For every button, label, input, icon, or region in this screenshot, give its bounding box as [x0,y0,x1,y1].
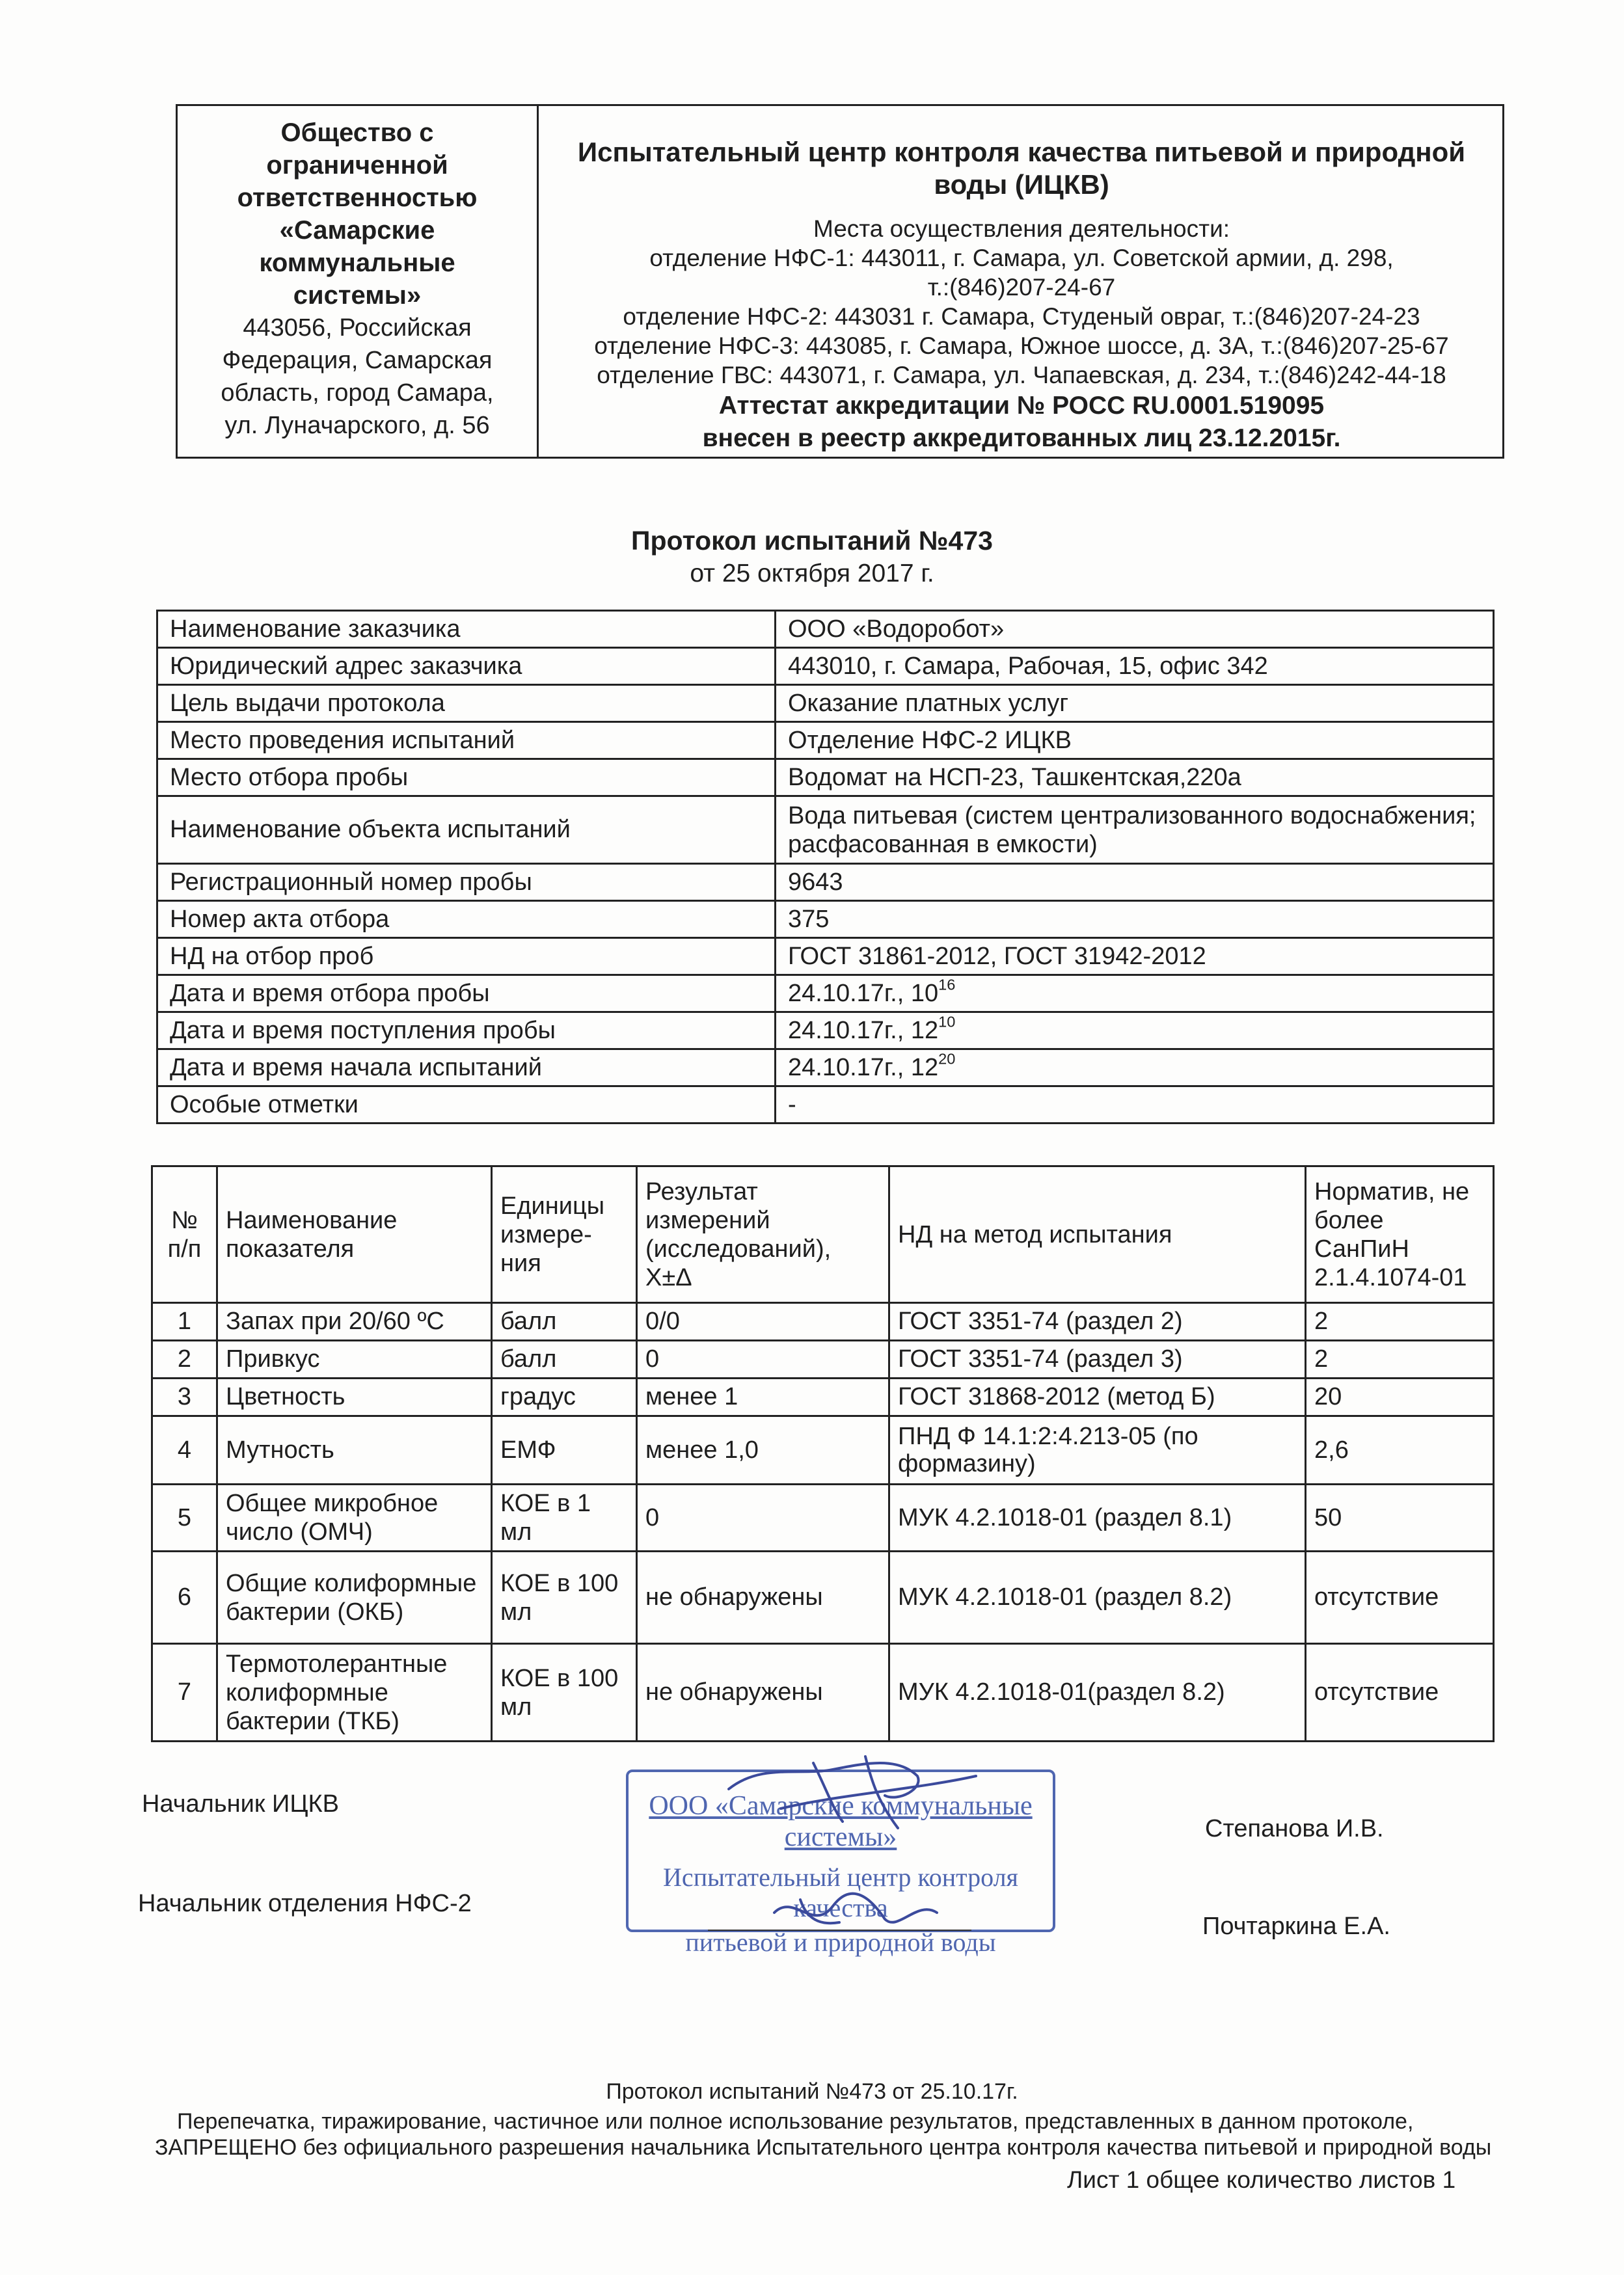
row-number: 3 [152,1379,217,1416]
info-label: НД на отбор проб [157,938,776,975]
protocol-date: от 25 октября 2017 г. [690,559,934,587]
test-method: ГОСТ 31868-2012 (метод Б) [889,1379,1306,1416]
accreditation-certificate: Аттестат аккредитации № РОСС RU.0001.519095 [718,392,1325,420]
table-row [152,1341,1494,1379]
table-row [157,864,1494,901]
units: балл [492,1303,637,1341]
indicator-name: Мутность [217,1416,492,1485]
indicator-name: Общее микробное число (ОМЧ) [217,1485,492,1552]
info-label: Номер акта отбора [157,901,776,938]
norm-value: 20 [1306,1379,1494,1416]
info-value: 375 [776,901,1494,938]
norm-value: 2,6 [1306,1416,1494,1485]
column-header-units: Единицы измере-ния [492,1166,637,1303]
info-label: Дата и время начала испытаний [157,1049,776,1086]
indicator-name: Термотолерантные колиформные бактерии (ТКБ) [217,1644,492,1742]
info-value: Вода питьевая (систем централизованного водоснабжения; расфасованная в емкости) [776,796,1494,864]
units: КОЕ в 1 мл [492,1485,637,1552]
column-header-result: Результат измерений (исследований), X±Δ [637,1166,889,1303]
norm-value: 50 [1306,1485,1494,1552]
info-label: Дата и время поступления пробы [157,1012,776,1049]
row-number: 6 [152,1552,217,1644]
head-of-department-title: Начальник отделения НФС-2 [138,1890,472,1917]
indicator-name: Привкус [217,1341,492,1379]
info-label: Наименование заказчика [157,611,776,648]
info-value [776,1049,1494,1086]
footer-sheet-count: Лист 1 общее количество листов 1 [1067,2166,1456,2193]
norm-value: отсутствие [1306,1644,1494,1742]
sampling-date-value: 24.10.17г., 10 [788,979,939,1007]
info-label: Наименование объекта испытаний [157,796,776,864]
row-number: 5 [152,1485,217,1552]
organization-cell [178,106,539,457]
table-row [152,1416,1494,1485]
table-row [157,975,1494,1012]
stamp-line: питьевой и природной воды [685,1928,996,1957]
column-header-method: НД на метод испытания [889,1166,1306,1303]
result-value: 0/0 [637,1303,889,1341]
column-header-number: № п/п [152,1166,217,1303]
result-value: не обнаружены [637,1552,889,1644]
units: КОЕ в 100 мл [492,1552,637,1644]
table-row [157,938,1494,975]
info-value: Водомат на НСП-23, Ташкентская,220а [776,759,1494,796]
time-minutes: 10 [938,1012,956,1030]
table-row [157,685,1494,722]
handwritten-signature [703,1750,1002,1945]
info-value: 443010, г. Самара, Рабочая, 15, офис 342 [776,648,1494,685]
head-of-department-name: Почтаркина Е.А. [1202,1913,1390,1940]
info-value [776,1012,1494,1049]
result-value: менее 1 [637,1379,889,1416]
info-value: 9643 [776,864,1494,901]
row-number: 4 [152,1416,217,1485]
info-label: Место отбора пробы [157,759,776,796]
result-value: 0 [637,1485,889,1552]
units: балл [492,1341,637,1379]
norm-value: 2 [1306,1303,1494,1341]
row-number: 7 [152,1644,217,1742]
time-minutes: 20 [938,1049,956,1067]
test-start-value: 24.10.17г., 12 [788,1053,939,1081]
test-method: МУК 4.2.1018-01 (раздел 8.1) [889,1485,1306,1552]
organization-address: 443056, Российская Федерация, Самарская область, город Самара, ул. Луначарского, д. 56 [221,314,494,439]
testing-center-cell [539,106,1504,457]
table-row [152,1379,1494,1416]
table-row [152,1552,1494,1644]
signature-line [708,1930,971,1931]
info-label: Юридический адрес заказчика [157,648,776,685]
table-header-row [152,1166,1494,1303]
column-header-norm: Норматив, не более СанПиН 2.1.4.1074-01 [1306,1166,1494,1303]
row-number: 2 [152,1341,217,1379]
result-value: не обнаружены [637,1644,889,1742]
testing-center-title: Испытательный центр контроля качества питьевой и природной воды (ИЦКВ) [577,137,1466,200]
norm-value: 2 [1306,1341,1494,1379]
table-row [157,759,1494,796]
location-line: отделение НФС-2: 443031 г. Самара, Студеный овраг, т.:(846)207-24-23 [623,303,1420,330]
test-method: МУК 4.2.1018-01 (раздел 8.2) [889,1552,1306,1644]
info-label: Место проведения испытаний [157,722,776,759]
norm-value: отсутствие [1306,1552,1494,1644]
info-value: ООО «Водоробот» [776,611,1494,648]
row-number: 1 [152,1303,217,1341]
test-method: ГОСТ 3351-74 (раздел 2) [889,1303,1306,1341]
footer-notice-line: ЗАПРЕЩЕНО без официального разрешения начальника Испытательного центра контроля качества питьевой и природной воды [155,2135,1492,2160]
stamp-line: ООО «Самарские коммунальные системы» [649,1791,1033,1852]
header-box [176,104,1504,459]
table-row [157,1012,1494,1049]
table-row [157,1049,1494,1086]
info-label: Регистрационный номер пробы [157,864,776,901]
registry-entry: внесен в реестр аккредитованных лиц 23.12.2015г. [702,424,1341,452]
info-label: Дата и время отбора пробы [157,975,776,1012]
result-value: 0 [637,1341,889,1379]
head-of-center-name: Степанова И.В. [1205,1815,1384,1842]
table-row [157,901,1494,938]
info-value: Отделение НФС-2 ИЦКВ [776,722,1494,759]
location-line: отделение НФС-3: 443085, г. Самара, Южное шоссе, д. 3А, т.:(846)207-25-67 [594,332,1449,359]
test-method: МУК 4.2.1018-01(раздел 8.2) [889,1644,1306,1742]
table-row [152,1644,1494,1742]
head-of-center-title: Начальник ИЦКВ [142,1790,339,1818]
info-value: - [776,1086,1494,1124]
sample-info-table [156,610,1495,1124]
info-label: Особые отметки [157,1086,776,1124]
column-header-indicator: Наименование показателя [217,1166,492,1303]
units: КОЕ в 100 мл [492,1644,637,1742]
footer-protocol-reference: Протокол испытаний №473 от 25.10.17г. [606,2079,1018,2104]
units: градус [492,1379,637,1416]
info-value [776,975,1494,1012]
indicator-name: Цветность [217,1379,492,1416]
table-row [157,611,1494,648]
location-line: отделение ГВС: 443071, г. Самара, ул. Чапаевская, д. 234, т.:(846)242-44-18 [597,362,1446,388]
units: ЕМФ [492,1416,637,1485]
stamp-line: Испытательный центр контроля качества [663,1863,1018,1922]
test-method: ПНД Ф 14.1:2:4.213-05 (по формазину) [889,1416,1306,1485]
locations-heading: Места осуществления деятельности: [813,215,1230,242]
test-results-table [151,1165,1495,1742]
table-row [157,722,1494,759]
indicator-name: Запах при 20/60 ºС [217,1303,492,1341]
table-row [152,1485,1494,1552]
protocol-title: Протокол испытаний №473 [631,526,993,556]
indicator-name: Общие колиформные бактерии (ОКБ) [217,1552,492,1644]
table-row [157,648,1494,685]
info-label: Цель выдачи протокола [157,685,776,722]
info-value: Оказание платных услуг [776,685,1494,722]
footer-notice-line: Перепечатка, тиражирование, частичное или полное использование результатов, представленных в данном протоколе, [177,2109,1414,2134]
arrival-date-value: 24.10.17г., 12 [788,1016,939,1044]
info-value: ГОСТ 31861-2012, ГОСТ 31942-2012 [776,938,1494,975]
time-minutes: 16 [938,975,956,993]
location-line: отделение НФС-1: 443011, г. Самара, ул. Советской армии, д. 298, [649,245,1394,271]
result-value: менее 1,0 [637,1416,889,1485]
table-row [157,1086,1494,1124]
table-row [152,1303,1494,1341]
test-method: ГОСТ 3351-74 (раздел 3) [889,1341,1306,1379]
table-row [157,796,1494,864]
organization-name: Общество с ограниченной ответственностью «Самарские коммунальные системы» [237,118,478,310]
location-line: т.:(846)207-24-67 [927,274,1116,301]
